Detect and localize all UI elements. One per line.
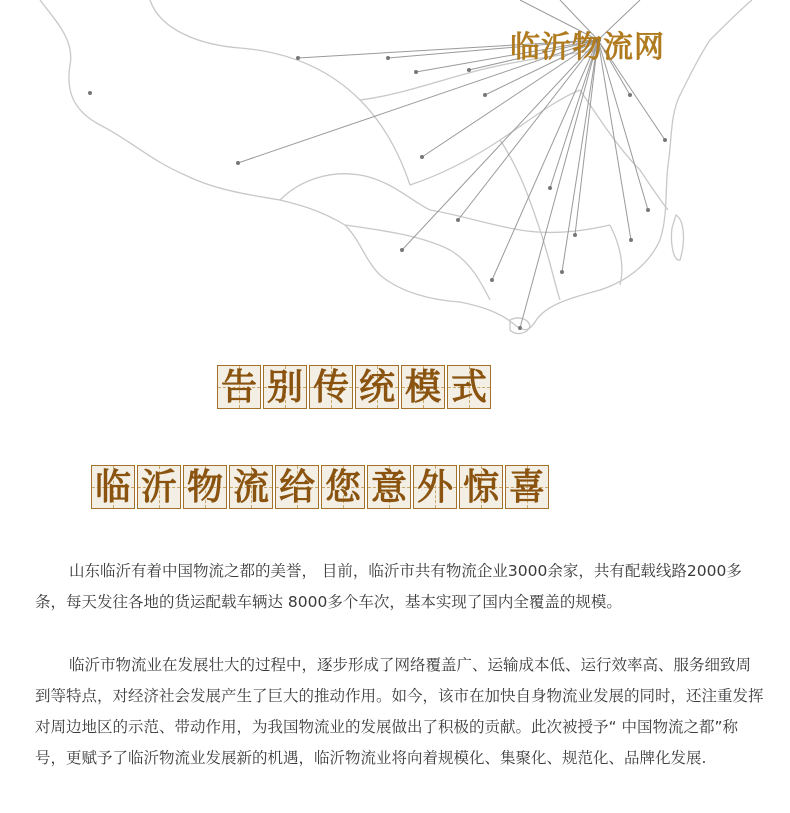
headline-char: 意	[370, 466, 407, 508]
province-border	[150, 0, 410, 185]
headline-char: 惊	[462, 466, 499, 508]
headline-char-tile	[263, 365, 307, 409]
headline-char: 模	[404, 366, 441, 408]
province-border	[610, 225, 622, 285]
headline-char: 物	[186, 466, 223, 508]
headline-char: 别	[266, 366, 303, 408]
headline-char-tile	[309, 365, 353, 409]
headline-char: 流	[232, 466, 269, 508]
china-logistics-route-map	[0, 0, 790, 340]
headline-char-tile	[401, 365, 445, 409]
headline-char: 外	[416, 466, 453, 508]
headline-char: 您	[324, 466, 361, 508]
headline-char: 统	[358, 366, 395, 408]
headline-char-tile	[137, 465, 181, 509]
taiwan-island	[671, 215, 683, 260]
headline-char: 告	[220, 366, 257, 408]
headline-char: 式	[450, 366, 487, 408]
development-paragraph: 临沂市物流业在发展壮大的过程中，逐步形成了网络覆盖广、运输成本低、运行效率高、服务细致周到等特点，对经济社会发展产生了巨大的推动作用。如今，该市在加快自身物流业发展的同时，还注重发挥对周边地区的示范、带动作用，为我国物流业的发展做出了积极的贡献。此次被授予“ 中国物流之都”称号，更赋予了临沂物流业发展新的机遇，临沂物流业将向着规模化、集聚化、规范化、品牌化发展.	[35, 656, 764, 767]
brand-logo-text: 临沂物流网	[510, 30, 665, 65]
headline-char-tile	[183, 465, 227, 509]
headline-char: 传	[312, 366, 349, 408]
headline-char: 临	[94, 466, 131, 508]
headline-char-tile	[321, 465, 365, 509]
headline-char-tile	[275, 465, 319, 509]
headline-char-tile	[367, 465, 411, 509]
hainan-island	[510, 318, 530, 333]
province-border	[580, 90, 668, 210]
headline-char-tile	[447, 365, 491, 409]
headline-char-tile	[229, 465, 273, 509]
province-border	[500, 140, 560, 300]
headline-char-tile	[355, 365, 399, 409]
headline-surprise	[91, 465, 551, 509]
headline-char: 喜	[508, 466, 545, 508]
province-border	[345, 225, 490, 300]
headline-char-tile	[91, 465, 135, 509]
headline-char-tile	[459, 465, 503, 509]
headline-char: 给	[278, 466, 315, 508]
headline-char-tile	[217, 365, 261, 409]
headline-farewell-traditional	[217, 365, 493, 409]
headline-char-tile	[413, 465, 457, 509]
intro-paragraph: 山东临沂有着中国物流之都的美誉， 目前，临沂市共有物流企业3000余家，共有配载线路2000多条，每天发往各地的货运配载车辆达 8000多个车次，基本实现了国内全覆盖的规模。	[35, 562, 742, 611]
headline-char: 沂	[140, 466, 177, 508]
headline-char-tile	[505, 465, 549, 509]
